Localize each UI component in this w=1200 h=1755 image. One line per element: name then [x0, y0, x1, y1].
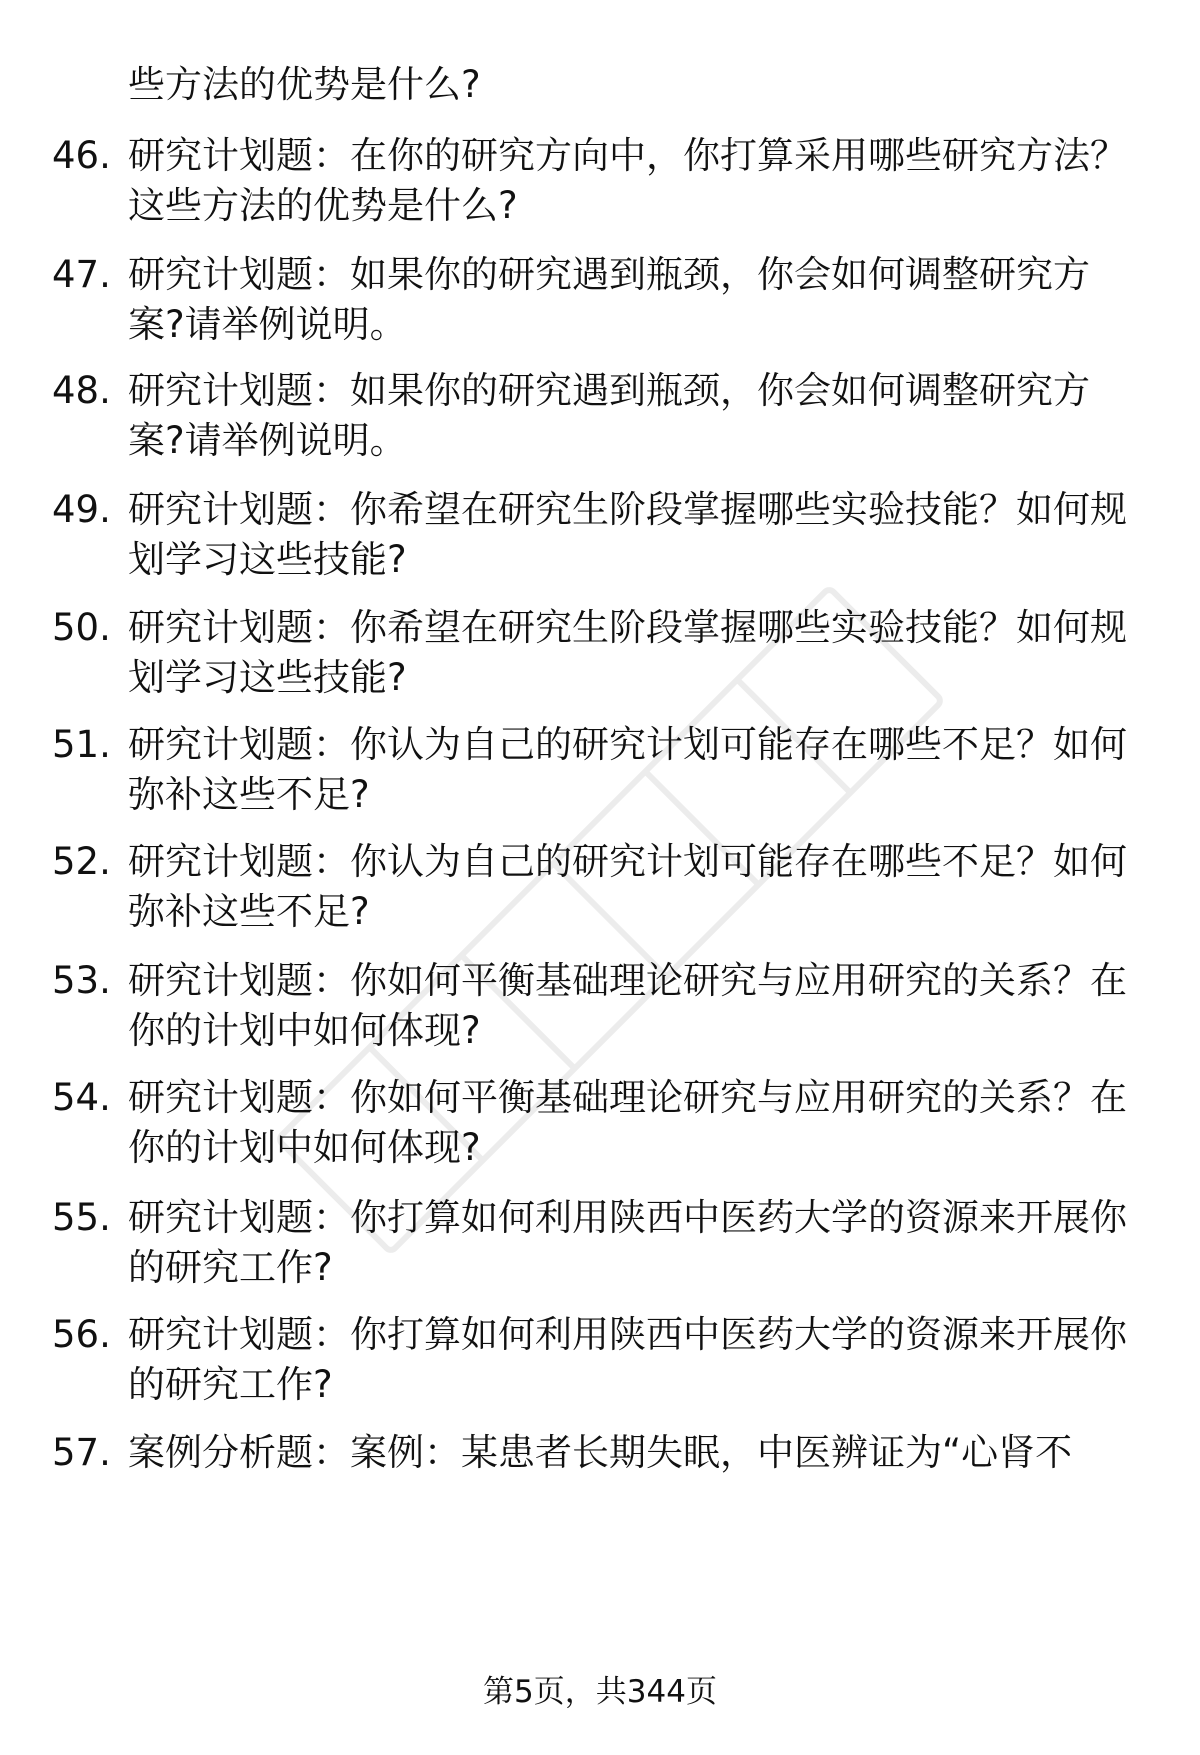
- item-number: 57.: [52, 1431, 111, 1474]
- item-number: 46.: [52, 134, 111, 177]
- item-number: 53.: [52, 959, 111, 1002]
- item-number: 51.: [52, 723, 111, 766]
- item-number: 55.: [52, 1196, 111, 1239]
- item-number: 50.: [52, 606, 111, 649]
- item-text: 研究计划题：如果你的研究遇到瓶颈，你会如何调整研究方案?请举例说明。: [128, 253, 1090, 346]
- item-text: 研究计划题：在你的研究方向中，你打算采用哪些研究方法？这些方法的优势是什么?: [128, 134, 1127, 227]
- item-number: 54.: [52, 1076, 111, 1119]
- item-text: 研究计划题：你希望在研究生阶段掌握哪些实验技能？如何规划学习这些技能?: [128, 488, 1127, 581]
- item-text: 研究计划题：你如何平衡基础理论研究与应用研究的关系？在你的计划中如何体现?: [128, 1076, 1127, 1169]
- item-number: 52.: [52, 840, 111, 883]
- item-text: 研究计划题：你认为自己的研究计划可能存在哪些不足？如何弥补这些不足?: [128, 723, 1127, 816]
- item-text: 案例分析题：案例：某患者长期失眠，中医辨证为“心肾不: [128, 1431, 1073, 1474]
- page-footer: 第5页，共344页: [483, 1674, 717, 1710]
- item-text: 研究计划题：你认为自己的研究计划可能存在哪些不足？如何弥补这些不足?: [128, 840, 1127, 933]
- item-text: 研究计划题：你打算如何利用陕西中医药大学的资源来开展你的研究工作?: [128, 1196, 1127, 1289]
- item-number: 56.: [52, 1313, 111, 1356]
- continuation-text: 些方法的优势是什么?: [128, 63, 481, 106]
- item-text: 研究计划题：如果你的研究遇到瓶颈，你会如何调整研究方案?请举例说明。: [128, 369, 1090, 462]
- item-text: 研究计划题：你如何平衡基础理论研究与应用研究的关系？在你的计划中如何体现?: [128, 959, 1127, 1052]
- item-number: 49.: [52, 488, 111, 531]
- item-text: 研究计划题：你打算如何利用陕西中医药大学的资源来开展你的研究工作?: [128, 1313, 1127, 1406]
- item-number: 48.: [52, 369, 111, 412]
- item-text: 研究计划题：你希望在研究生阶段掌握哪些实验技能？如何规划学习这些技能?: [128, 606, 1127, 699]
- item-number: 47.: [52, 253, 111, 296]
